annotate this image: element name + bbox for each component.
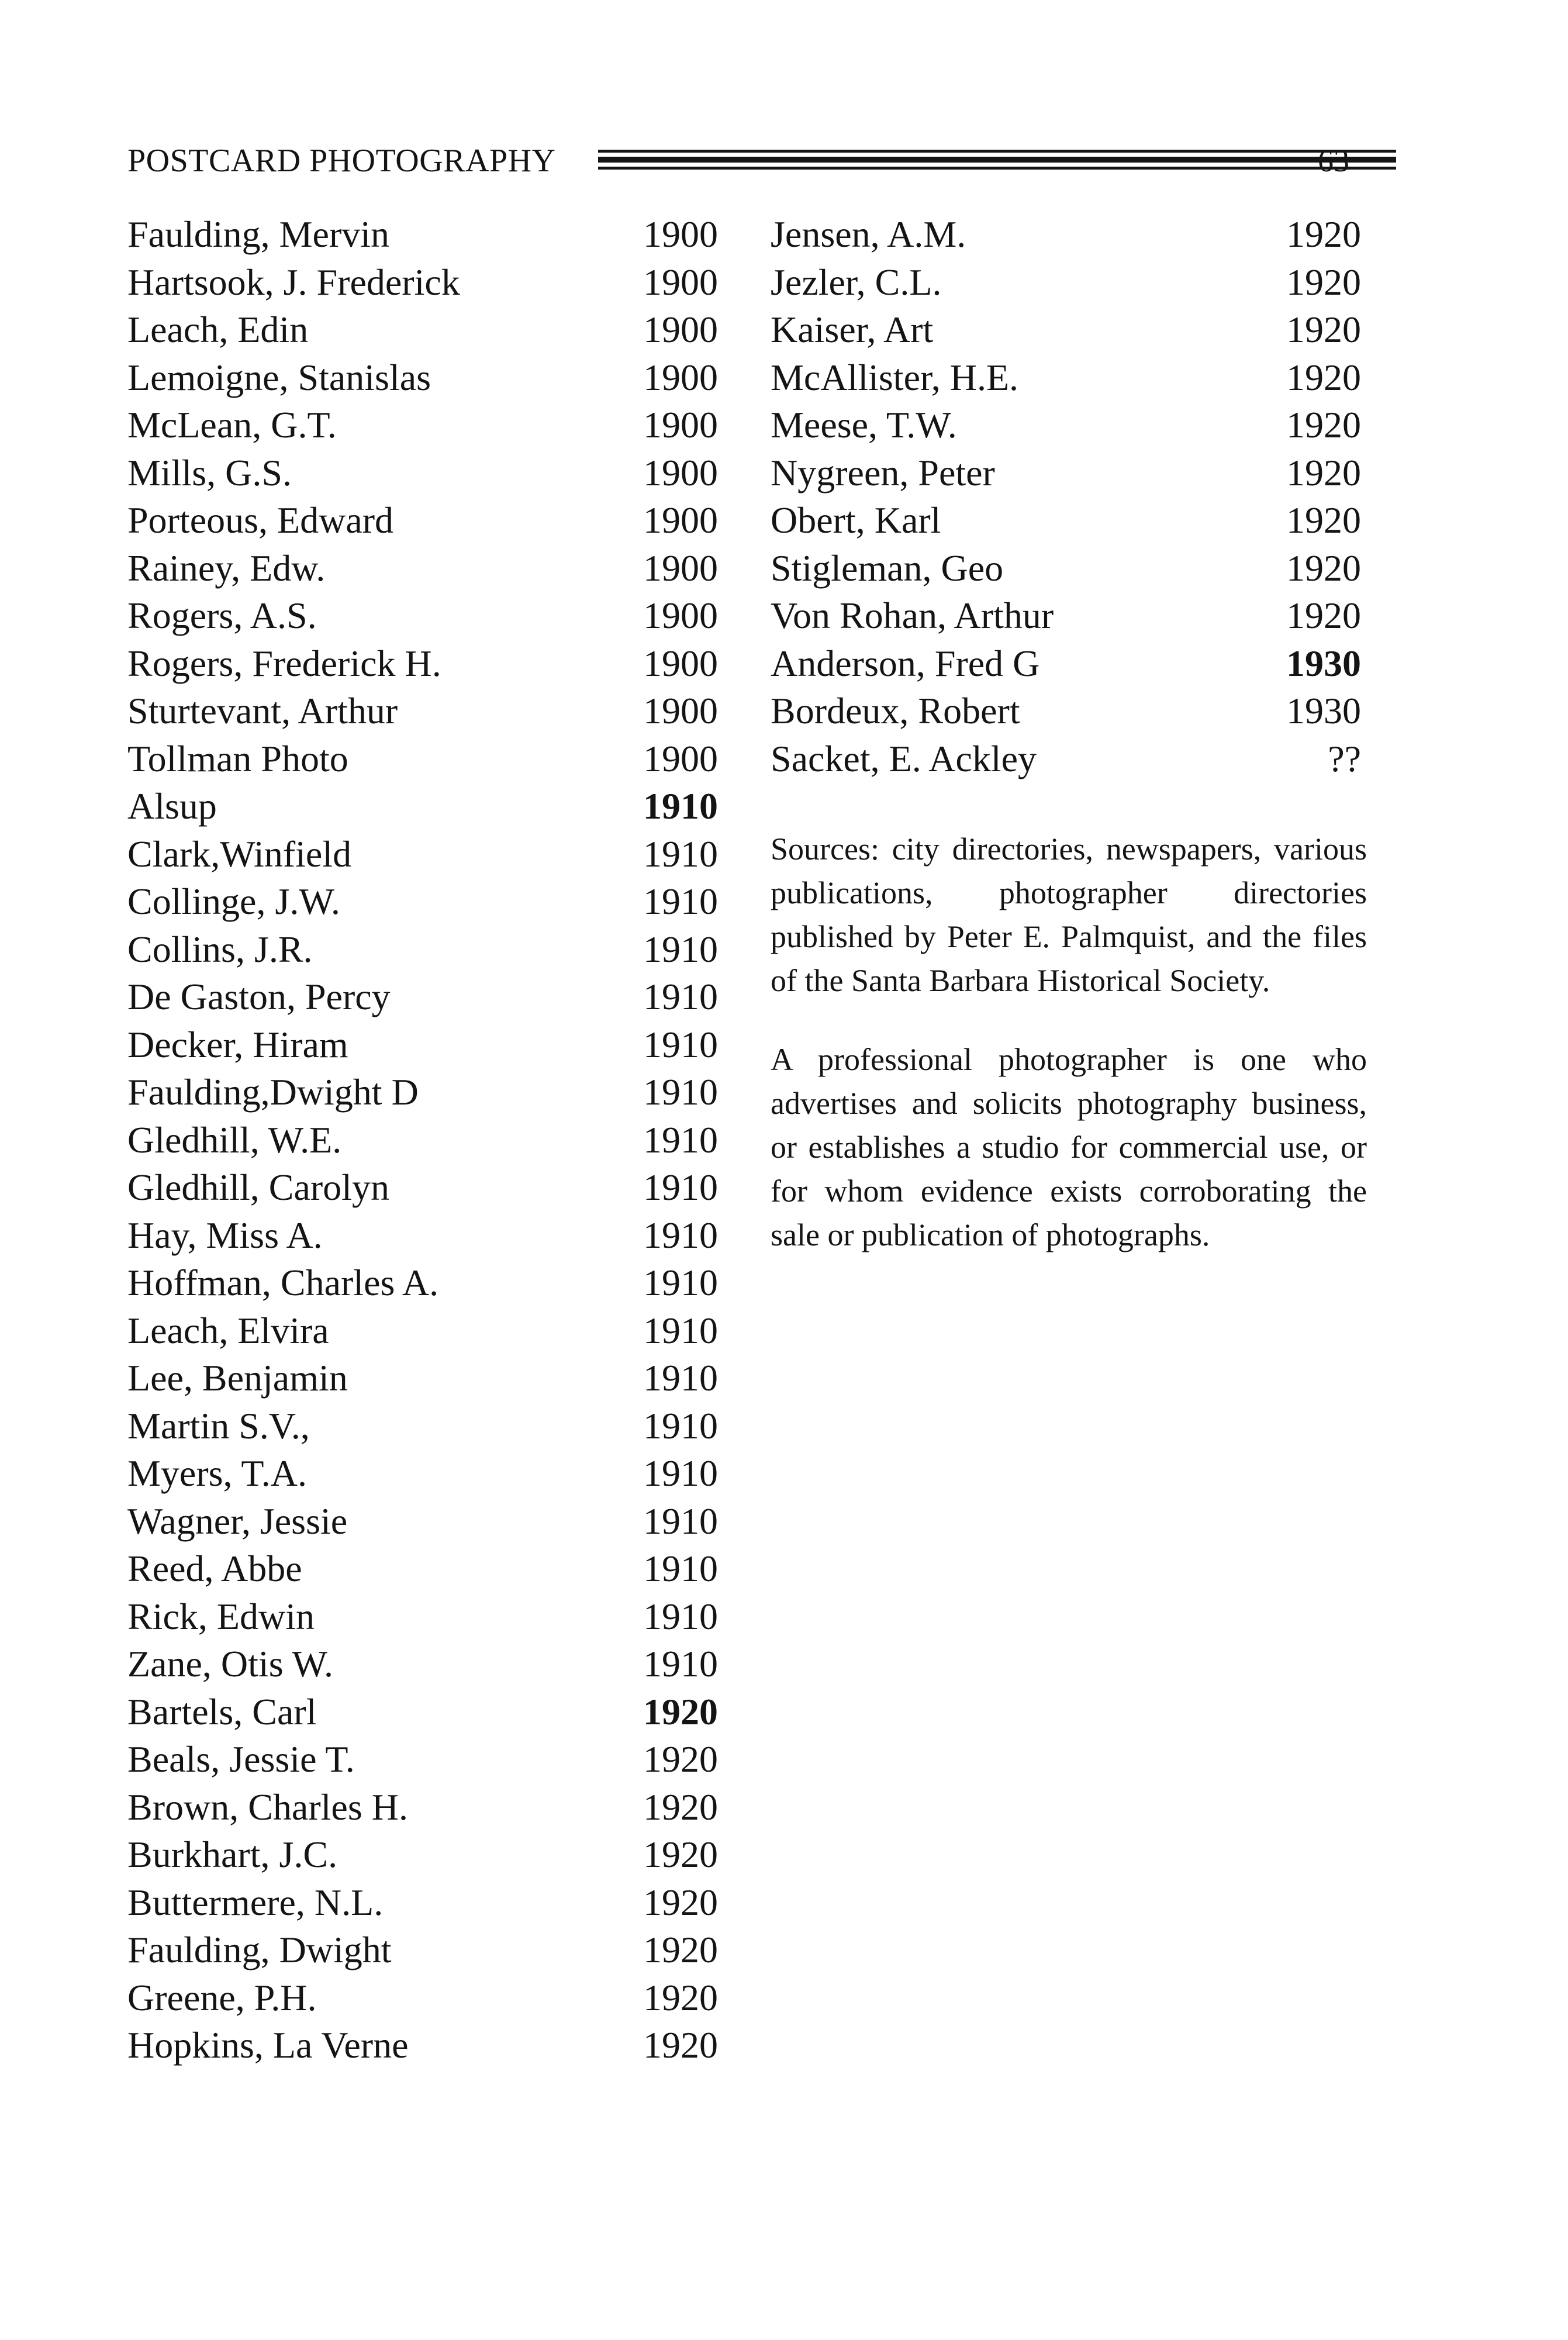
photographer-year: 1910 (643, 1071, 718, 1113)
photographer-name: Rogers, Frederick H. (127, 642, 441, 684)
photographer-name: Brown, Charles H. (127, 1786, 408, 1828)
photographer-name: Wagner, Jessie (127, 1500, 348, 1542)
photographer-name: Tollman Photo (127, 737, 348, 779)
photographer-year: 1910 (643, 1643, 718, 1685)
list-item (771, 258, 1361, 306)
photographer-name: Decker, Hiram (127, 1023, 348, 1065)
photographer-year: 1910 (643, 1214, 718, 1256)
list-item (127, 1449, 718, 1497)
list-item (127, 735, 718, 783)
photographer-year: 1910 (643, 1119, 718, 1161)
photographer-year: 1910 (643, 1309, 718, 1351)
photographer-year: 1910 (643, 1452, 718, 1494)
photographer-year: 1910 (643, 785, 718, 827)
photographer-name: Alsup (127, 785, 217, 827)
photographer-year: 1900 (643, 356, 718, 398)
photographer-name: Gledhill, Carolyn (127, 1166, 389, 1208)
list-item (127, 449, 718, 497)
list-item (127, 1354, 718, 1402)
list-item (127, 1068, 718, 1116)
list-item (771, 210, 1361, 258)
photographer-name: Hopkins, La Verne (127, 2024, 409, 2066)
photographer-year: 1910 (643, 928, 718, 970)
photographer-name: Buttermere, N.L. (127, 1881, 384, 1923)
photographer-name: Nygreen, Peter (771, 451, 995, 493)
photographer-year: 1920 (643, 2024, 718, 2066)
photographer-year: 1900 (643, 547, 718, 589)
list-item (127, 306, 718, 354)
list-item (771, 544, 1361, 592)
photographer-list-right-column (771, 210, 1361, 782)
photographer-name: Bordeux, Robert (771, 690, 1020, 731)
list-item (127, 1164, 718, 1212)
photographer-name: Rick, Edwin (127, 1595, 315, 1637)
photographer-year: 1920 (1286, 547, 1361, 589)
photographer-name: Sacket, E. Ackley (771, 737, 1037, 779)
photographer-year: 1910 (643, 1262, 718, 1303)
photographer-year: 1910 (643, 1404, 718, 1447)
photographer-year: 1920 (643, 1976, 718, 2018)
list-item (127, 1926, 718, 1974)
list-item (127, 878, 718, 926)
list-item (127, 1307, 718, 1355)
photographer-year: 1930 (1286, 642, 1361, 684)
photographer-name: Greene, P.H. (127, 1976, 317, 2018)
photographer-year: 1910 (643, 1357, 718, 1399)
running-head-title: POSTCARD PHOTOGRAPHY (127, 143, 556, 179)
photographer-year: 1900 (643, 309, 718, 350)
list-item (771, 449, 1361, 497)
photographer-name: Jensen, A.M. (771, 213, 966, 255)
photographer-year: 1910 (643, 1166, 718, 1208)
photographer-name: Beals, Jessie T. (127, 1738, 355, 1780)
photographer-name: Leach, Edin (127, 309, 309, 350)
header-rule (598, 150, 1396, 170)
photographer-name: Hartsook, J. Frederick (127, 261, 460, 303)
photographer-year: 1900 (643, 451, 718, 493)
photographer-year: 1920 (643, 1929, 718, 1970)
list-item (771, 735, 1361, 783)
photographer-year: 1900 (643, 595, 718, 636)
sources-note: Sources: city directories, newspapers, various publications, photographer directories published by Peter E. Palmquist, and the files of the Santa Barbara Historical Society. (771, 831, 1367, 998)
photographer-year: 1900 (643, 213, 718, 255)
list-item (127, 973, 718, 1021)
list-item (127, 210, 718, 258)
photographer-name: Bartels, Carl (127, 1690, 317, 1732)
photographer-year: 1920 (1286, 356, 1361, 398)
list-item (127, 1593, 718, 1641)
photographer-list-left-column (127, 210, 718, 2069)
list-item (127, 1259, 718, 1307)
list-item (127, 1735, 718, 1783)
photographer-year: 1920 (1286, 261, 1361, 303)
list-item (127, 782, 718, 830)
photographer-year: 1920 (1286, 595, 1361, 636)
list-item (127, 1497, 718, 1545)
photographer-name: Clark,Winfield (127, 833, 352, 875)
photographer-name: Lee, Benjamin (127, 1357, 348, 1399)
photographer-year: 1920 (643, 1881, 718, 1923)
photographer-year: 1910 (643, 976, 718, 1017)
photographer-name: Meese, T.W. (771, 404, 957, 446)
list-item (127, 1974, 718, 2022)
photographer-year: 1900 (643, 642, 718, 684)
photographer-name: Mills, G.S. (127, 451, 292, 493)
photographer-name: McLean, G.T. (127, 404, 337, 446)
photographer-year: 1920 (1286, 309, 1361, 350)
list-item (127, 640, 718, 688)
photographer-year: 1900 (643, 499, 718, 541)
photographer-name: Zane, Otis W. (127, 1643, 333, 1685)
photographer-year: 1910 (643, 1548, 718, 1589)
list-item (127, 401, 718, 449)
photographer-year: 1910 (643, 1023, 718, 1065)
photographer-name: Collinge, J.W. (127, 881, 340, 922)
photographer-name: Gledhill, W.E. (127, 1119, 342, 1161)
list-item (127, 592, 718, 640)
photographer-name: Stigleman, Geo (771, 547, 1004, 589)
list-item (127, 2021, 718, 2069)
photographer-year: 1910 (643, 881, 718, 922)
photographer-name: Hoffman, Charles A. (127, 1262, 439, 1303)
list-item (127, 1116, 718, 1164)
photographer-name: Burkhart, J.C. (127, 1834, 338, 1875)
list-item (127, 687, 718, 735)
list-item (771, 354, 1361, 402)
photographer-name: Jezler, C.L. (771, 261, 942, 303)
photographer-name: Obert, Karl (771, 499, 941, 541)
list-item (127, 1640, 718, 1688)
photographer-name: Faulding,Dwight D (127, 1071, 419, 1113)
photographer-year: 1920 (1286, 451, 1361, 493)
photographer-name: De Gaston, Percy (127, 976, 391, 1017)
list-item (771, 306, 1361, 354)
photographer-name: Reed, Abbe (127, 1548, 302, 1589)
photographer-year: 1930 (1286, 690, 1361, 731)
list-item (127, 1688, 718, 1736)
list-item (127, 544, 718, 592)
photographer-name: Von Rohan, Arthur (771, 595, 1054, 636)
list-item (127, 1402, 718, 1450)
list-item (771, 496, 1361, 544)
list-item (127, 830, 718, 878)
photographer-year: 1910 (643, 1500, 718, 1542)
photographer-name: Lemoigne, Stanislas (127, 356, 431, 398)
photographer-year: 1900 (643, 690, 718, 731)
photographer-year: 1900 (643, 737, 718, 779)
photographer-year: ?? (1328, 737, 1361, 779)
photographer-year: 1920 (643, 1738, 718, 1780)
page-number: 63 (1318, 143, 1349, 178)
page-header (127, 140, 1349, 181)
photographer-year: 1900 (643, 261, 718, 303)
photographer-name: Porteous, Edward (127, 499, 394, 541)
photographer-name: Faulding, Dwight (127, 1929, 392, 1970)
photographer-name: Anderson, Fred G (771, 642, 1040, 684)
photographer-year: 1920 (643, 1786, 718, 1828)
list-item (127, 354, 718, 402)
photographer-year: 1920 (1286, 499, 1361, 541)
list-item (771, 401, 1361, 449)
photographer-name: Faulding, Mervin (127, 213, 389, 255)
photographer-year: 1910 (643, 833, 718, 875)
photographer-name: Collins, J.R. (127, 928, 313, 970)
photographer-name: Martin S.V., (127, 1404, 310, 1447)
photographer-name: Sturtevant, Arthur (127, 690, 398, 731)
list-item (771, 592, 1361, 640)
list-item (127, 1879, 718, 1927)
list-item (771, 687, 1361, 735)
list-item (127, 1831, 718, 1879)
photographer-name: Hay, Miss A. (127, 1214, 323, 1256)
photographer-year: 1900 (643, 404, 718, 446)
definition-note: A professional photographer is one who advertises and solicits photography business, or establishes a studio for commercial use, or for whom evidence exists corroborating the sale or publication of photographs. (771, 1042, 1367, 1252)
photographer-year: 1920 (643, 1834, 718, 1875)
photographer-name: McAllister, H.E. (771, 356, 1019, 398)
notes-block (771, 827, 1367, 1257)
photographer-year: 1910 (643, 1595, 718, 1637)
list-item (771, 640, 1361, 688)
photographer-name: Myers, T.A. (127, 1452, 307, 1494)
photographer-name: Rainey, Edw. (127, 547, 326, 589)
photographer-name: Kaiser, Art (771, 309, 934, 350)
photographer-name: Rogers, A.S. (127, 595, 317, 636)
photographer-year: 1920 (1286, 404, 1361, 446)
photographer-year: 1920 (1286, 213, 1361, 255)
list-item (127, 926, 718, 974)
list-item (127, 1545, 718, 1593)
list-item (127, 1783, 718, 1831)
list-item (127, 258, 718, 306)
list-item (127, 496, 718, 544)
photographer-name: Leach, Elvira (127, 1309, 329, 1351)
list-item (127, 1021, 718, 1069)
photographer-year: 1920 (643, 1690, 718, 1732)
list-item (127, 1212, 718, 1259)
